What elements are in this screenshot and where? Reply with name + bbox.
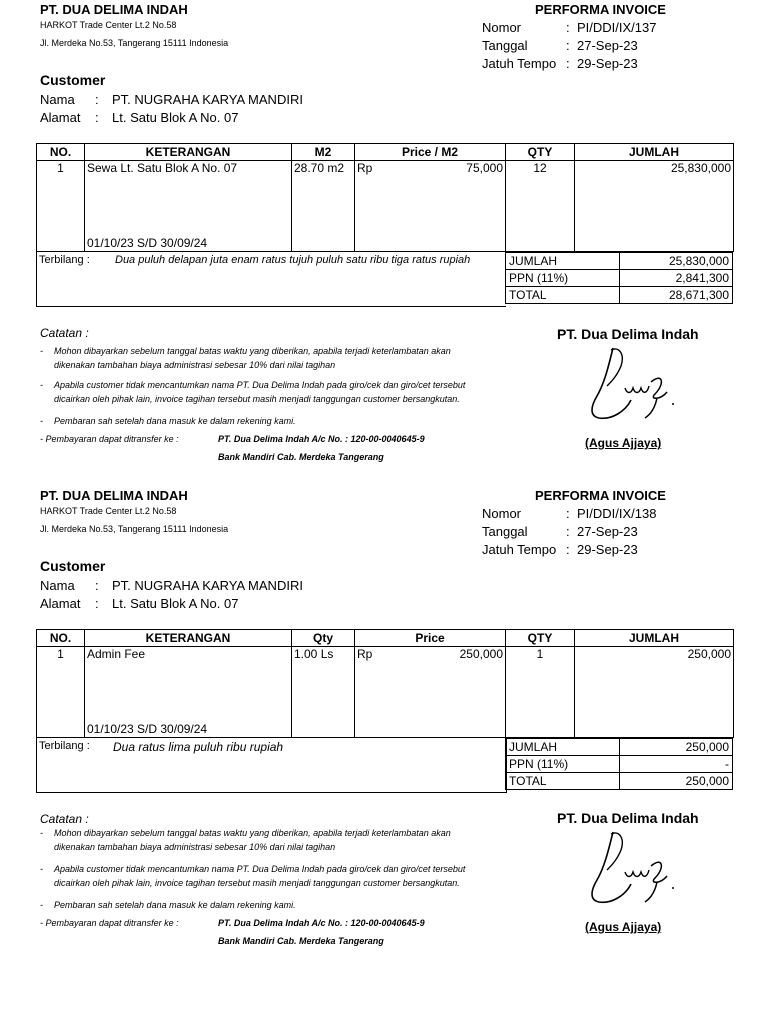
company-address-line2: Jl. Merdeka No.53, Tangerang 15111 Indonesia [40,524,229,534]
total-label: TOTAL [506,773,620,790]
company-name: PT. DUA DELIMA INDAH [40,2,188,17]
col-header-qty: QTY [506,144,575,161]
item-description-cell [85,647,292,738]
col-header-unit: Qty [292,630,355,647]
items-table [36,629,734,738]
col-header-amount: JUMLAH [575,144,734,161]
payment-bank: Bank Mandiri Cab. Merdeka Tangerang [218,936,384,946]
tax-row [506,756,733,773]
item-description: Sewa Lt. Satu Blok A No. 07 [87,161,238,175]
note-bullet: - [40,864,43,874]
table-header-row [37,144,734,161]
col-header-no: NO. [37,144,85,161]
payment-account: PT. Dua Delima Indah A/c No. : 120-00-0040645-9 [218,918,425,928]
items-table [36,143,734,252]
col-header-amount: JUMLAH [575,630,734,647]
company-name: PT. DUA DELIMA INDAH [40,488,188,503]
meta-colon: : [566,524,570,539]
amount-in-words: Dua ratus lima puluh ribu rupiah [113,740,284,754]
subtotal-row [506,739,733,756]
customer-name: PT. NUGRAHA KARYA MANDIRI [112,578,303,593]
col-header-price: Price [355,630,506,647]
col-header-description: KETERANGAN [85,630,292,647]
item-unit: 28.70 m2 [292,161,355,252]
item-price: 75,000 [466,161,503,175]
note-line: dicairkan oleh pihak lain, invoice tagihan tersebut masih menjadi tanggungan customer bersangkutan. [54,878,460,888]
meta-colon: : [566,542,570,557]
col-header-no: NO. [37,630,85,647]
customer-address-label: Alamat [40,110,81,125]
signature-company: PT. Dua Delima Indah [557,810,699,826]
item-price: 250,000 [459,647,503,661]
customer-colon: : [95,110,99,125]
meta-label-due: Jatuh Tempo [482,542,557,557]
note-bullet: - [40,416,43,426]
customer-name-label: Nama [40,578,75,593]
total-value: 28,671,300 [619,287,733,304]
invoice-title: PERFORMA INVOICE [535,488,666,503]
tax-value: 2,841,300 [619,270,733,287]
total-row [506,287,733,304]
table-row [37,647,734,738]
customer-heading: Customer [40,72,106,88]
tax-row [506,270,733,287]
meta-label-due: Jatuh Tempo [482,56,557,71]
note-line: dikenakan tambahan biaya administrasi sebesar 10% dari nilai tagihan [54,360,336,370]
note-line: Mohon dibayarkan sebelum tanggal batas waktu yang diberikan, apabila terjadi keterlambatan akan [54,346,451,356]
invoice-number: PI/DDI/IX/137 [577,20,657,35]
invoice-date: 27-Sep-23 [577,38,638,53]
payment-label: - Pembayaran dapat ditransfer ke : [40,918,179,928]
totals-table [505,738,733,790]
item-description: Admin Fee [87,647,146,661]
total-value: 250,000 [619,773,733,790]
company-address-line1: HARKOT Trade Center Lt.2 No.58 [40,506,177,516]
company-address-line2: Jl. Merdeka No.53, Tangerang 15111 Indonesia [40,38,229,48]
item-price-cell [355,161,506,252]
meta-label-date: Tanggal [482,524,528,539]
subtotal-row [506,253,733,270]
col-header-price: Price / M2 [355,144,506,161]
due-date: 29-Sep-23 [577,542,638,557]
col-header-unit: M2 [292,144,355,161]
note-line: Mohon dibayarkan sebelum tanggal batas waktu yang diberikan, apabila terjadi keterlambatan akan [54,828,451,838]
meta-label-date: Tanggal [482,38,528,53]
meta-label-number: Nomor [482,506,522,521]
amount-in-words-box [36,252,506,307]
payment-account: PT. Dua Delima Indah A/c No. : 120-00-0040645-9 [218,434,425,444]
item-qty: 12 [506,161,575,252]
signer-name: (Agus Ajjaya) [585,436,662,450]
customer-address-label: Alamat [40,596,81,611]
customer-name: PT. NUGRAHA KARYA MANDIRI [112,92,303,107]
meta-colon: : [566,506,570,521]
col-header-qty: QTY [506,630,575,647]
payment-bank: Bank Mandiri Cab. Merdeka Tangerang [218,452,384,462]
note-line: dicairkan oleh pihak lain, invoice tagihan tersebut masih menjadi tanggungan customer bersangkutan. [54,394,460,404]
item-description-cell [85,161,292,252]
currency-label: Rp [357,161,373,175]
signer-name: (Agus Ajjaya) [585,920,662,934]
subtotal-label: JUMLAH [506,739,620,756]
note-bullet: - [40,346,43,356]
invoice-date: 27-Sep-23 [577,524,638,539]
meta-colon: : [566,38,570,53]
totals-table [505,252,733,304]
item-amount: 25,830,000 [575,161,734,252]
customer-colon: : [95,92,99,107]
table-header-row [37,630,734,647]
customer-name-label: Nama [40,92,75,107]
item-no: 1 [37,161,85,252]
meta-label-number: Nomor [482,20,522,35]
invoice-title: PERFORMA INVOICE [535,2,666,17]
customer-address: Lt. Satu Blok A No. 07 [112,596,239,611]
total-label: TOTAL [506,287,620,304]
signature-image [585,826,685,910]
invoice-1 [0,0,768,486]
item-amount: 250,000 [575,647,734,738]
note-line: Apabila customer tidak mencantumkan nama PT. Dua Delima Indah pada giro/cek dan giro/cet tersebut [54,864,466,874]
subtotal-value: 25,830,000 [619,253,733,270]
subtotal-value: 250,000 [619,739,733,756]
note-bullet: - [40,828,43,838]
note-line: dikenakan tambahan biaya administrasi sebesar 10% dari nilai tagihan [54,842,336,852]
note-line: Pembaran sah setelah dana masuk ke dalam rekening kami. [54,416,296,426]
due-date: 29-Sep-23 [577,56,638,71]
tax-label: PPN (11%) [506,756,620,773]
notes-heading: Catatan : [40,812,89,826]
note-bullet: - [40,900,43,910]
notes-heading: Catatan : [40,326,89,340]
currency-label: Rp [357,647,373,661]
invoice-number: PI/DDI/IX/138 [577,506,657,521]
tax-label: PPN (11%) [506,270,620,287]
item-unit: 1.00 Ls [292,647,355,738]
table-row [37,161,734,252]
meta-colon: : [566,56,570,71]
item-no: 1 [37,647,85,738]
amount-in-words: Dua puluh delapan juta enam ratus tujuh puluh satu ribu tiga ratus rupiah [115,254,471,266]
signature-company: PT. Dua Delima Indah [557,326,699,342]
note-bullet: - [40,380,43,390]
subtotal-label: JUMLAH [506,253,620,270]
customer-colon: : [95,596,99,611]
customer-colon: : [95,578,99,593]
company-address-line1: HARKOT Trade Center Lt.2 No.58 [40,20,177,30]
payment-label: - Pembayaran dapat ditransfer ke : [40,434,179,444]
amount-in-words-label: Terbilang : [39,254,90,266]
signature-image [585,342,685,426]
meta-colon: : [566,20,570,35]
total-row [506,773,733,790]
amount-in-words-label: Terbilang : [39,740,90,752]
item-qty: 1 [506,647,575,738]
item-period: 01/10/23 S/D 30/09/24 [87,722,208,736]
col-header-description: KETERANGAN [85,144,292,161]
tax-value: - [619,756,733,773]
customer-heading: Customer [40,558,106,574]
amount-in-words-box [36,738,507,793]
note-line: Pembaran sah setelah dana masuk ke dalam rekening kami. [54,900,296,910]
invoice-2 [0,486,768,972]
note-line: Apabila customer tidak mencantumkan nama PT. Dua Delima Indah pada giro/cek dan giro/cet tersebut [54,380,466,390]
customer-address: Lt. Satu Blok A No. 07 [112,110,239,125]
item-period: 01/10/23 S/D 30/09/24 [87,236,208,250]
item-price-cell [355,647,506,738]
